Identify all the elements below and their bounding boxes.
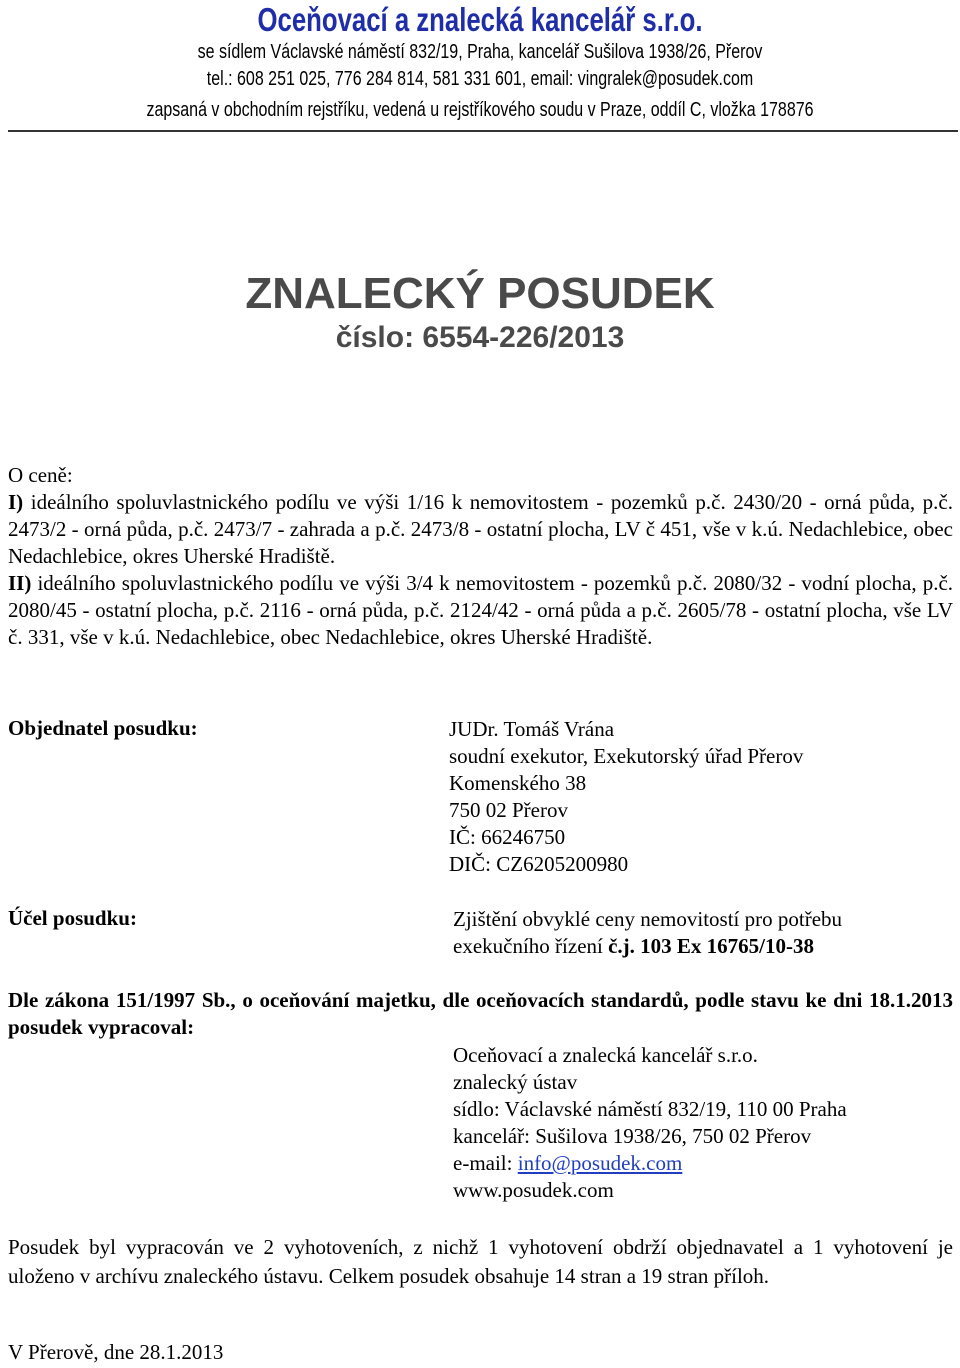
client-details — [449, 716, 803, 878]
purpose-line-2-text: exekučního řízení — [453, 934, 609, 958]
firm-registration: zapsaná v obchodním rejstříku, vedená u rejstříkového soudu v Praze, oddíl C, vložka 178876 — [146, 99, 814, 121]
document-title: ZNALECKÝ POSUDEK — [245, 269, 715, 318]
price-item-1 — [8, 489, 953, 570]
document-number: číslo: 6554-226/2013 — [335, 321, 625, 354]
author-seat: sídlo: Václavské náměstí 832/19, 110 00 Praha — [453, 1097, 847, 1121]
email-link[interactable]: info@posudek.com — [517, 1151, 683, 1175]
email-label: e-mail: — [453, 1151, 518, 1175]
purpose-details — [453, 906, 842, 960]
client-line: DIČ: CZ6205200980 — [449, 852, 629, 876]
purpose-line-1: Zjištění obvyklé ceny nemovitostí pro potřebu — [453, 907, 843, 931]
client-line: JUDr. Tomáš Vrána — [449, 717, 615, 741]
client-line: 750 02 Přerov — [449, 798, 568, 822]
purpose-label: Účel posudku: — [8, 906, 137, 930]
item-1-text: ideálního spoluvlastnického podílu ve výši 1/16 k nemovitostem - pozemků p.č. 2430/20 - orná půda, p.č. 2473/2 - orná půda, p.č. 2473/7 - zahrada a p.č. 2473/8 - ostatní plocha, LV č 451, vše v k.ú. Nedachlebice, obec Nedachlebice, okres Uherské Hradiště. — [8, 490, 953, 568]
author-name: Oceňovací a znalecká kancelář s.r.o. — [453, 1043, 758, 1067]
item-2-label: II) — [8, 571, 32, 595]
client-line: soudní exekutor, Exekutorský úřad Přerov — [449, 744, 804, 768]
firm-contacts: tel.: 608 251 025, 776 284 814, 581 331 601, email: vingralek@posudek.com — [206, 68, 754, 90]
author-office: kancelář: Sušilova 1938/26, 750 02 Přerov — [453, 1124, 812, 1148]
price-section — [8, 462, 953, 651]
client-line: IČ: 66246750 — [449, 825, 566, 849]
client-line: Komenského 38 — [449, 771, 587, 795]
place-date: V Přerově, dne 28.1.2013 — [8, 1340, 224, 1364]
author-details — [453, 1042, 847, 1204]
closing-paragraph: Posudek byl vypracován ve 2 vyhotoveních, z nichž 1 vyhotovení obdrží objednavatel a 1 vyhotovení je uloženo v archívu znaleckého ústavu. Celkem posudek obsahuje 14 stran a 19 stran příloh. — [8, 1235, 953, 1288]
law-statement: Dle zákona 151/1997 Sb., o oceňování majetku, dle oceňovacích standardů, podle stavu ke dni 18.1.2013 posudek vypracoval: — [8, 988, 953, 1039]
item-2-text: ideálního spoluvlastnického podílu ve výši 3/4 k nemovitostem - pozemků p.č. 2080/32 - vodní plocha, p.č. 2080/45 - ostatní plocha, p.č. 2116 - orná půda, p.č. 2124/42 - orná půda a p.č. 2605/78 - ostatní plocha, vše LV č. 331, vše v k.ú. Nedachlebice, obec Nedachlebice, okres Uherské Hradiště. — [8, 571, 954, 649]
purpose-line-2 — [453, 933, 842, 960]
price-heading: O ceně: — [8, 463, 73, 487]
price-item-2 — [8, 570, 953, 651]
author-email-row — [453, 1150, 847, 1177]
author-web: www.posudek.com — [453, 1178, 614, 1202]
header-divider — [8, 130, 958, 132]
client-label: Objednatel posudku: — [8, 716, 198, 740]
firm-name: Oceňovací a znalecká kancelář s.r.o. — [257, 1, 703, 38]
author-type: znalecký ústav — [453, 1070, 578, 1094]
case-number: č.j. 103 Ex 16765/10-38 — [608, 934, 815, 958]
firm-address: se sídlem Václavské náměstí 832/19, Praha, kancelář Sušilova 1938/26, Přerov — [197, 41, 763, 63]
item-1-label: I) — [8, 490, 24, 514]
